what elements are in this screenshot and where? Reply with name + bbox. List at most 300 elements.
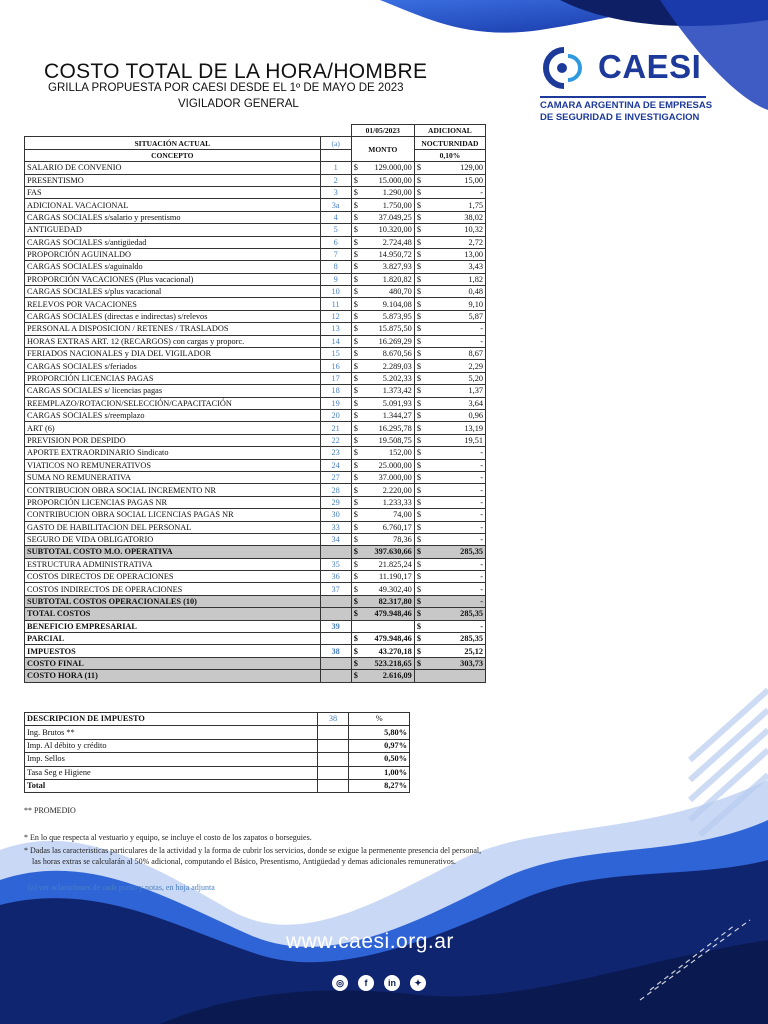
row-amount: 10.320,00 (362, 224, 415, 236)
row-ref: 37 (320, 583, 351, 595)
row-ref: 9 (320, 273, 351, 285)
row-concept: TOTAL COSTOS (25, 608, 321, 620)
row-night-currency: $ (414, 471, 425, 483)
table-row (25, 335, 486, 347)
row-concept: VIATICOS NO REMUNERATIVOS (25, 459, 321, 471)
row-concept: ESTRUCTURA ADMINISTRATIVA (25, 558, 321, 570)
table-row (25, 360, 486, 372)
row-currency: $ (351, 248, 362, 260)
row-concept: COSTOS INDIRECTOS DE OPERACIONES (25, 583, 321, 595)
note-promedio: ** PROMEDIO (24, 806, 76, 815)
row-night-currency: $ (414, 409, 425, 421)
row-night-amount: 0,48 (425, 286, 486, 298)
row-night-amount: - (425, 335, 486, 347)
row-ref: 4 (320, 211, 351, 223)
row-ref (320, 670, 351, 682)
row-concept: PERSONAL A DISPOSICION / RETENES / TRASLADOS (25, 323, 321, 335)
row-amount: 19.508,75 (362, 434, 415, 446)
table-row (25, 471, 486, 483)
tax-label: Tasa Seg e Higiene (25, 766, 318, 779)
row-night-currency: $ (414, 323, 425, 335)
row-currency: $ (351, 633, 362, 645)
logo-line-2: DE SEGURIDAD E INVESTIGACION (540, 112, 700, 123)
row-currency: $ (351, 571, 362, 583)
row-currency: $ (351, 286, 362, 298)
row-currency: $ (351, 298, 362, 310)
row-amount: 129.000,00 (362, 162, 415, 174)
row-night-amount: 5,87 (425, 310, 486, 322)
row-concept: CARGAS SOCIALES s/plus vacacional (25, 286, 321, 298)
row-night-amount: - (425, 447, 486, 459)
row-concept: SUBTOTAL COSTOS OPERACIONALES (10) (25, 595, 321, 607)
tax-pct: 8,27% (349, 779, 410, 792)
row-concept: COSTO FINAL (25, 657, 321, 669)
row-amount: 8.670,56 (362, 348, 415, 360)
row-concept: CARGAS SOCIALES s/reemplazo (25, 409, 321, 421)
row-night-currency: $ (414, 261, 425, 273)
row-ref: 3 (320, 186, 351, 198)
ref-header: (a) (320, 137, 351, 149)
row-night-amount (425, 670, 486, 682)
row-amount: 15.000,00 (362, 174, 415, 186)
row-night-amount: 13,00 (425, 248, 486, 260)
row-ref: 33 (320, 521, 351, 533)
tax-rows (25, 726, 410, 793)
logo-line-1: CAMARA ARGENTINA DE EMPRESAS (540, 100, 713, 111)
page-title: COSTO TOTAL DE LA HORA/HOMBRE (44, 60, 428, 83)
caesi-logo (538, 46, 718, 126)
row-currency: $ (351, 533, 362, 545)
row-night-amount: - (425, 471, 486, 483)
row-night-currency: $ (414, 657, 425, 669)
row-night-amount: - (425, 484, 486, 496)
row-ref: 14 (320, 335, 351, 347)
row-ref: 34 (320, 533, 351, 545)
row-amount: 2.616,09 (362, 670, 415, 682)
row-concept: CARGAS SOCIALES s/antigüedad (25, 236, 321, 248)
situacion-header: SITUACIÓN ACTUAL (25, 137, 321, 149)
tax-ref-cell (317, 753, 349, 766)
row-ref: 22 (320, 434, 351, 446)
row-night-amount: 2,72 (425, 236, 486, 248)
row-concept: HORAS EXTRAS ART. 12 (RECARGOS) con cargas y proporc. (25, 335, 321, 347)
row-ref: 30 (320, 509, 351, 521)
row-ref: 24 (320, 459, 351, 471)
row-night-amount: 1,82 (425, 273, 486, 285)
row-concept: ADICIONAL VACACIONAL (25, 199, 321, 211)
row-concept: APORTE EXTRAORDINARIO Sindicato (25, 447, 321, 459)
date-header: 01/05/2023 (351, 125, 414, 137)
twitter-icon[interactable]: ✦ (410, 975, 426, 991)
row-concept: PARCIAL (25, 633, 321, 645)
tax-ref-cell (317, 779, 349, 792)
row-night-currency (414, 670, 425, 682)
table-row (25, 422, 486, 434)
row-currency: $ (351, 174, 362, 186)
table-row (25, 174, 486, 186)
row-night-amount: 285,35 (425, 633, 486, 645)
row-night-currency: $ (414, 186, 425, 198)
page-subtitle: GRILLA PROPUESTA POR CAESI DESDE EL 1º DE MAYO DE 2023 (48, 82, 404, 94)
row-concept: PROPORCIÓN VACACIONES (Plus vacacional) (25, 273, 321, 285)
row-night-amount: - (425, 496, 486, 508)
row-night-amount: 38,02 (425, 211, 486, 223)
row-concept: CONTRIBUCION OBRA SOCIAL LICENCIAS PAGAS NR (25, 509, 321, 521)
table-row (25, 571, 486, 583)
row-concept: GASTO DE HABILITACION DEL PERSONAL (25, 521, 321, 533)
row-concept: SUBTOTAL COSTO M.O. OPERATIVA (25, 546, 321, 558)
row-amount: 49.302,40 (362, 583, 415, 595)
row-ref: 15 (320, 348, 351, 360)
row-ref (320, 608, 351, 620)
row-concept: REEMPLAZO/ROTACION/SELECCIÓN/CAPACITACIÓN (25, 397, 321, 409)
row-concept: FERIADOS NACIONALES y DIA DEL VIGILADOR (25, 348, 321, 360)
row-ref: 29 (320, 496, 351, 508)
row-night-amount: - (425, 620, 486, 632)
tax-pct-header: % (349, 713, 410, 726)
table-row (25, 521, 486, 533)
linkedin-icon[interactable]: in (384, 975, 400, 991)
row-ref: 19 (320, 397, 351, 409)
row-night-currency: $ (414, 385, 425, 397)
row-ref: 27 (320, 471, 351, 483)
table-row (25, 447, 486, 459)
row-currency: $ (351, 273, 362, 285)
note-horas-extras-cont: las horas extras se calcularán al 50% adicional, computando el Básico, Presentismo, Antigüedad y demas adicionales remunerativos. (32, 857, 456, 866)
row-ref: 13 (320, 323, 351, 335)
row-currency: $ (351, 447, 362, 459)
table-row (25, 286, 486, 298)
row-night-amount: 13,19 (425, 422, 486, 434)
row-ref: 21 (320, 422, 351, 434)
row-amount: 1.344,27 (362, 409, 415, 421)
table-row (25, 509, 486, 521)
row-night-currency: $ (414, 286, 425, 298)
row-night-currency: $ (414, 521, 425, 533)
website-link[interactable]: www.caesi.org.ar (286, 930, 454, 953)
job-category: VIGILADOR GENERAL (178, 98, 299, 110)
table-row (25, 558, 486, 570)
row-currency: $ (351, 496, 362, 508)
tax-header: DESCRIPCION DE IMPUESTO (25, 713, 318, 726)
row-night-amount: 0,96 (425, 409, 486, 421)
row-night-amount: - (425, 571, 486, 583)
row-ref: 6 (320, 236, 351, 248)
row-night-amount: - (425, 558, 486, 570)
row-night-currency: $ (414, 335, 425, 347)
row-night-amount: 3,64 (425, 397, 486, 409)
row-ref: 3a (320, 199, 351, 211)
row-currency: $ (351, 558, 362, 570)
row-concept: ANTIGUEDAD (25, 224, 321, 236)
table-row (25, 211, 486, 223)
table-row (25, 261, 486, 273)
cost-rows (25, 162, 486, 682)
row-night-amount: 285,35 (425, 546, 486, 558)
table-row (25, 484, 486, 496)
row-currency: $ (351, 261, 362, 273)
table-row (25, 546, 486, 558)
table-row (25, 434, 486, 446)
row-night-amount: 1,75 (425, 199, 486, 211)
row-ref: 11 (320, 298, 351, 310)
row-concept: SUMA NO REMUNERATIVA (25, 471, 321, 483)
row-amount: 25.000,00 (362, 459, 415, 471)
row-night-currency: $ (414, 533, 425, 545)
row-night-amount: 285,35 (425, 608, 486, 620)
row-amount: 37.000,00 (362, 471, 415, 483)
row-concept: BENEFICIO EMPRESARIAL (25, 620, 321, 632)
row-currency: $ (351, 471, 362, 483)
tax-label: Imp. Sellos (25, 753, 318, 766)
tax-ref: 38 (317, 713, 349, 726)
row-ref: 20 (320, 409, 351, 421)
row-ref: 10 (320, 286, 351, 298)
row-ref: 39 (320, 620, 351, 632)
row-currency: $ (351, 484, 362, 496)
tax-label: Ing. Brutos ** (25, 726, 318, 739)
row-night-currency: $ (414, 447, 425, 459)
row-currency: $ (351, 211, 362, 223)
row-amount: 2.289,03 (362, 360, 415, 372)
row-amount: 37.049,25 (362, 211, 415, 223)
row-night-amount: - (425, 533, 486, 545)
row-night-currency: $ (414, 633, 425, 645)
row-ref: 36 (320, 571, 351, 583)
row-currency: $ (351, 236, 362, 248)
note-horas-extras: * Dadas las caracteristicas particulares de la actividad y la forma de cubrir los servicios, donde se exigue la permenente presencia del personal, (24, 846, 482, 855)
row-night-currency: $ (414, 620, 425, 632)
table-row (25, 310, 486, 322)
row-night-currency: $ (414, 484, 425, 496)
row-night-currency: $ (414, 310, 425, 322)
row-night-currency: $ (414, 608, 425, 620)
row-concept: CARGAS SOCIALES (directas e indirectas) s/relevos (25, 310, 321, 322)
row-amount: 74,00 (362, 509, 415, 521)
row-ref: 35 (320, 558, 351, 570)
row-amount (362, 620, 415, 632)
row-amount: 1.820,82 (362, 273, 415, 285)
row-amount: 2.724,48 (362, 236, 415, 248)
note-vestuario: * En lo que respecta al vestuario y equipo, se incluye el costo de los zapatos o borseguies. (24, 833, 312, 842)
row-night-currency: $ (414, 422, 425, 434)
row-currency: $ (351, 335, 362, 347)
row-night-amount: - (425, 323, 486, 335)
row-currency: $ (351, 348, 362, 360)
tax-ref-cell (317, 766, 349, 779)
row-amount: 5.091,93 (362, 397, 415, 409)
row-night-currency: $ (414, 248, 425, 260)
row-ref (320, 657, 351, 669)
row-amount: 43.270,18 (362, 645, 415, 657)
row-concept: SALARIO DE CONVENIO (25, 162, 321, 174)
row-amount: 16.269,29 (362, 335, 415, 347)
row-night-amount: 8,67 (425, 348, 486, 360)
table-row (25, 657, 486, 669)
logo-divider (540, 96, 706, 98)
row-currency: $ (351, 409, 362, 421)
logo-name: CAESI (598, 48, 702, 85)
row-night-currency: $ (414, 595, 425, 607)
row-night-amount: - (425, 595, 486, 607)
table-row (25, 533, 486, 545)
row-currency: $ (351, 385, 362, 397)
row-amount: 3.827,93 (362, 261, 415, 273)
tax-ref-cell (317, 739, 349, 752)
row-night-currency: $ (414, 174, 425, 186)
row-currency: $ (351, 199, 362, 211)
row-night-currency: $ (414, 360, 425, 372)
row-amount: 2.220,00 (362, 484, 415, 496)
instagram-icon[interactable]: ◎ (332, 975, 348, 991)
row-ref: 17 (320, 372, 351, 384)
note-aclaraciones: (a) ver aclaraciones de cada punto y notas, en hoja adjunta (28, 883, 215, 892)
row-concept: PROPORCIÓN LICENCIAS PAGAS (25, 372, 321, 384)
row-ref: 28 (320, 484, 351, 496)
table-row (25, 595, 486, 607)
row-currency: $ (351, 670, 362, 682)
table-row (25, 459, 486, 471)
table-row (25, 496, 486, 508)
row-amount: 5.873,95 (362, 310, 415, 322)
row-amount: 15.875,50 (362, 323, 415, 335)
row-ref: 16 (320, 360, 351, 372)
row-ref: 5 (320, 224, 351, 236)
tax-label: Imp. Al débito y crédito (25, 739, 318, 752)
row-night-amount: 15,00 (425, 174, 486, 186)
row-currency: $ (351, 397, 362, 409)
row-currency: $ (351, 224, 362, 236)
row-night-currency: $ (414, 546, 425, 558)
row-concept: CARGAS SOCIALES s/aguinaldo (25, 261, 321, 273)
row-concept: RELEVOS POR VACACIONES (25, 298, 321, 310)
row-night-currency: $ (414, 509, 425, 521)
table-row (25, 348, 486, 360)
row-ref: 8 (320, 261, 351, 273)
row-concept: FAS (25, 186, 321, 198)
row-currency: $ (351, 434, 362, 446)
row-night-amount: 10,32 (425, 224, 486, 236)
row-night-currency: $ (414, 558, 425, 570)
row-night-currency: $ (414, 372, 425, 384)
row-amount: 479.948,46 (362, 608, 415, 620)
row-ref: 38 (320, 645, 351, 657)
row-ref: 1 (320, 162, 351, 174)
row-concept: IMPUESTOS (25, 645, 321, 657)
row-amount: 11.190,17 (362, 571, 415, 583)
table-row (25, 385, 486, 397)
row-concept: ART (6) (25, 422, 321, 434)
pct-header: 0,10% (414, 149, 485, 161)
tax-row (25, 753, 410, 766)
row-amount: 21.825,24 (362, 558, 415, 570)
row-amount: 9.104,08 (362, 298, 415, 310)
row-night-amount: - (425, 459, 486, 471)
row-night-currency: $ (414, 496, 425, 508)
table-row (25, 645, 486, 657)
row-night-amount: 1,37 (425, 385, 486, 397)
row-amount: 6.760,17 (362, 521, 415, 533)
table-row (25, 186, 486, 198)
facebook-icon[interactable]: f (358, 975, 374, 991)
row-currency (351, 620, 362, 632)
table-row (25, 608, 486, 620)
row-amount: 78,36 (362, 533, 415, 545)
row-concept: CONTRIBUCION OBRA SOCIAL INCREMENTO NR (25, 484, 321, 496)
table-row (25, 583, 486, 595)
row-ref (320, 633, 351, 645)
row-ref: 23 (320, 447, 351, 459)
row-amount: 1.373,42 (362, 385, 415, 397)
row-currency: $ (351, 583, 362, 595)
nocturnidad-header: NOCTURNIDAD (414, 137, 485, 149)
row-currency: $ (351, 608, 362, 620)
row-night-currency: $ (414, 348, 425, 360)
row-night-currency: $ (414, 199, 425, 211)
row-night-amount: - (425, 521, 486, 533)
logo-mark-icon (538, 46, 592, 90)
tax-label: Total (25, 779, 318, 792)
tax-pct: 5,80% (349, 726, 410, 739)
table-row (25, 633, 486, 645)
row-concept: SEGURO DE VIDA OBLIGATORIO (25, 533, 321, 545)
row-night-currency: $ (414, 298, 425, 310)
row-night-amount: - (425, 186, 486, 198)
tax-pct: 0,97% (349, 739, 410, 752)
row-concept: PROPORCIÓN AGUINALDO (25, 248, 321, 260)
row-concept: PROPORCIÓN LICENCIAS PAGAS NR (25, 496, 321, 508)
row-amount: 82.317,80 (362, 595, 415, 607)
concepto-header: CONCEPTO (25, 149, 321, 161)
table-row (25, 409, 486, 421)
tax-row (25, 739, 410, 752)
row-amount: 479.948,46 (362, 633, 415, 645)
row-amount: 1.750,00 (362, 199, 415, 211)
row-night-currency: $ (414, 211, 425, 223)
table-row (25, 298, 486, 310)
row-currency: $ (351, 323, 362, 335)
row-ref: 2 (320, 174, 351, 186)
row-currency: $ (351, 645, 362, 657)
row-concept: CARGAS SOCIALES s/salario y presentismo (25, 211, 321, 223)
row-night-currency: $ (414, 162, 425, 174)
row-ref (320, 595, 351, 607)
row-amount: 397.630,66 (362, 546, 415, 558)
tax-ref-cell (317, 726, 349, 739)
adicional-header: ADICIONAL (414, 125, 485, 137)
row-night-currency: $ (414, 434, 425, 446)
table-row (25, 670, 486, 682)
row-night-amount: 19,51 (425, 434, 486, 446)
table-row (25, 199, 486, 211)
row-concept: COSTOS DIRECTOS DE OPERACIONES (25, 571, 321, 583)
row-ref: 7 (320, 248, 351, 260)
row-amount: 14.950,72 (362, 248, 415, 260)
row-night-currency: $ (414, 571, 425, 583)
row-night-currency: $ (414, 459, 425, 471)
row-amount: 5.202,33 (362, 372, 415, 384)
row-night-amount: - (425, 509, 486, 521)
row-night-amount: 9,10 (425, 298, 486, 310)
table-row (25, 236, 486, 248)
row-concept: PREVISION POR DESPIDO (25, 434, 321, 446)
row-concept: COSTO HORA (11) (25, 670, 321, 682)
row-ref: 18 (320, 385, 351, 397)
row-night-amount: 303,73 (425, 657, 486, 669)
table-row (25, 372, 486, 384)
row-amount: 480,70 (362, 286, 415, 298)
table-row (25, 162, 486, 174)
